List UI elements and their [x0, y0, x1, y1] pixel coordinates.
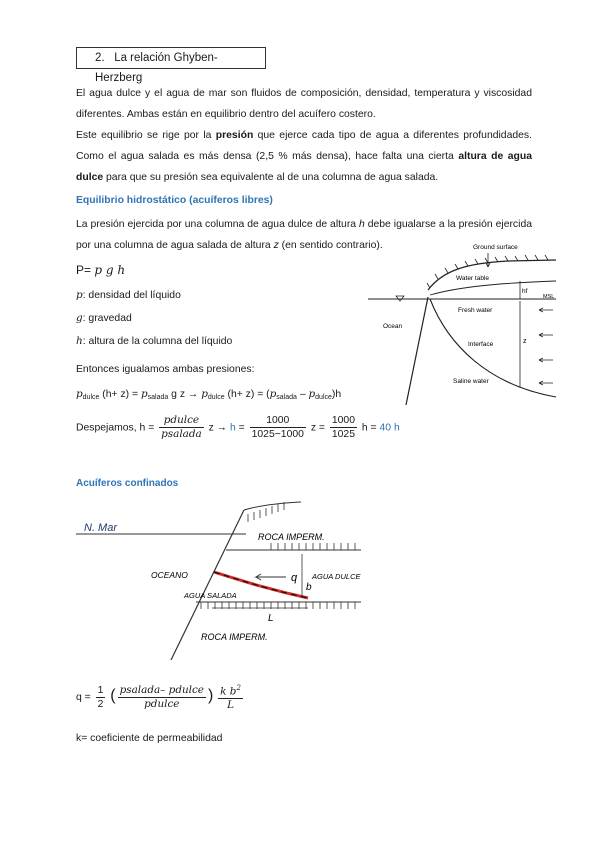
flow-formula — [76, 682, 245, 712]
interface-curve — [430, 299, 556, 397]
eq-hz: (h+ z) = — [102, 389, 139, 400]
solve-equation — [76, 414, 400, 441]
label-fresh-water: Fresh water — [458, 307, 493, 314]
sub-dulce-2: dulce — [207, 394, 225, 401]
q-lhs: q = — [76, 691, 91, 703]
frac-kb — [218, 682, 243, 712]
coastal-aquifer-diagram — [368, 235, 558, 410]
label-q: q — [291, 572, 298, 584]
frac-numeric-1 — [250, 414, 306, 441]
flow-arrow-2 — [539, 333, 553, 337]
def-g-text: : gravedad — [82, 313, 132, 324]
hydro-p-c: (en sentido contrario). — [278, 240, 383, 251]
label-hf: hf — [522, 288, 528, 295]
h-blue: h — [229, 422, 236, 434]
def-g-sym: g — [76, 312, 83, 324]
hydro-p-z: z — [273, 240, 279, 251]
hydro-p-h: h — [359, 219, 365, 230]
upper-hatching — [271, 543, 355, 550]
label-agua-salada: AGUA SALADA — [184, 591, 237, 600]
ground-surface-line — [428, 260, 556, 290]
flow-arrow-q — [256, 574, 286, 580]
sub-dulce-3: dulce — [315, 394, 332, 401]
kb-den: L — [227, 699, 234, 712]
p2-a: Este equilibrio se rige por la — [76, 130, 216, 141]
confined-aquifer-diagram — [76, 500, 386, 660]
label-z: z — [523, 338, 527, 345]
label-b: b — [306, 582, 312, 593]
section-title — [76, 47, 266, 84]
p2-d: altura de agua dulce — [76, 151, 532, 183]
inner-den: pdulce — [144, 697, 180, 710]
label-oceano: OCEANO — [151, 570, 188, 580]
def-p-sym: p — [76, 289, 83, 301]
sub-salada-1: salada — [147, 394, 169, 401]
eq-hz2: (h+ z) = ( — [227, 389, 270, 400]
frac1-den: psalada — [161, 428, 202, 440]
z-arrow: z → — [208, 422, 228, 434]
eq-sign: = — [238, 422, 245, 434]
result-40h: 40 h — [379, 422, 400, 434]
rho-1: p — [76, 388, 83, 400]
confined-heading: Acuíferos confinados — [76, 478, 179, 489]
half-den: 2 — [97, 698, 104, 710]
hydro-heading: Equilibrio hidrostático (acuíferos libres) — [76, 195, 273, 206]
label-L: L — [268, 613, 274, 624]
def-height — [76, 335, 232, 347]
surface-line — [244, 502, 301, 510]
k-definition: k= coeficiente de permeabilidad — [76, 733, 223, 744]
frac2-den: 1025−1000 — [251, 429, 304, 440]
kb-exp: 2 — [236, 684, 241, 692]
hydro-p-b: debe igualarse a la presión ejercida por una columna de agua salada de altura — [76, 219, 532, 251]
def-density — [76, 289, 181, 301]
section-number: 2. — [95, 52, 105, 64]
rho-3: p — [201, 388, 208, 400]
def-h-sym: h — [76, 335, 83, 347]
eq-end: )h — [331, 389, 342, 400]
rho-2: p — [140, 388, 148, 400]
desp-label: Despejamos, h = — [76, 422, 155, 434]
kb-num: k b — [220, 685, 237, 698]
frac-numeric-2 — [330, 414, 357, 441]
label-roca-bottom: ROCA IMPERM. — [201, 632, 268, 642]
flow-arrow-1 — [539, 308, 553, 312]
equal-line: Entonces igualamos ambas presiones: — [76, 364, 255, 375]
def-p-text: : densidad del líquido — [82, 290, 181, 301]
sub-salada-2: salada — [276, 394, 297, 401]
label-water-table: Water table — [456, 275, 489, 282]
def-h-text: : altura de la columna del líquido — [82, 336, 233, 347]
label-ocean: Ocean — [383, 323, 403, 330]
hydro-p-a: La presión ejercida por una columna de agua dulce de altura — [76, 219, 359, 230]
frac-density — [159, 414, 204, 441]
inner-num: psalada– pdulce — [119, 683, 204, 696]
label-n-mar: N. Mar — [84, 522, 117, 534]
rho-5: p — [308, 388, 316, 400]
sub-dulce-1: dulce — [82, 394, 100, 401]
frac2-num: 1000 — [250, 414, 306, 428]
label-msl: MSL — [543, 294, 555, 300]
frac-densities — [118, 684, 206, 711]
p2-e: para que su presión sea equivalente al de una columna de agua salada. — [103, 172, 439, 183]
pressure-lhs: P= — [76, 263, 92, 277]
paren-open: ( — [110, 686, 116, 704]
intro-paragraph-1: El agua dulce y el agua de mar son fluidos de composición, densidad, temperatura y viscosidad diferentes. Ambas están en equilibrio dentro del acuífero costero. — [76, 88, 532, 120]
intro-paragraph-2 — [76, 125, 532, 188]
z-eq: z = — [310, 422, 325, 434]
eq-minus: – — [296, 389, 309, 400]
label-ground-surface: Ground surface — [473, 244, 518, 251]
frac3-den: 1025 — [331, 429, 355, 440]
frac-half — [96, 684, 106, 711]
paren-close: ) — [207, 686, 214, 704]
water-table-line — [430, 281, 556, 295]
p2-b: presión — [215, 130, 254, 141]
label-roca-top: ROCA IMPERM. — [258, 532, 325, 542]
pressure-equation — [76, 388, 341, 401]
flow-arrow-4 — [539, 381, 553, 385]
frac1-num: pdulce — [159, 414, 204, 428]
pressure-rhs: p g h — [94, 263, 126, 277]
label-saline-water: Saline water — [453, 378, 489, 385]
half-num: 1 — [97, 684, 104, 696]
sea-floor-line — [406, 297, 428, 405]
label-interface: Interface — [468, 341, 494, 348]
eq-gz: g z → — [171, 389, 199, 400]
p2-c: que ejerce cada tipo de agua a diferentes profundidades. Como el agua salada es más densa (2,5 % más densa), hace falta una cierta — [76, 130, 533, 162]
def-gravity — [76, 312, 132, 324]
rho-4: p — [269, 388, 277, 400]
h-eq: h = — [361, 422, 377, 434]
frac3-num: 1000 — [331, 415, 355, 426]
section-title-text: La relación Ghyben-Herzberg — [95, 52, 218, 84]
flow-arrow-3 — [539, 358, 553, 362]
pressure-formula — [76, 263, 125, 277]
label-agua-dulce: AGUA DULCE — [312, 572, 361, 581]
